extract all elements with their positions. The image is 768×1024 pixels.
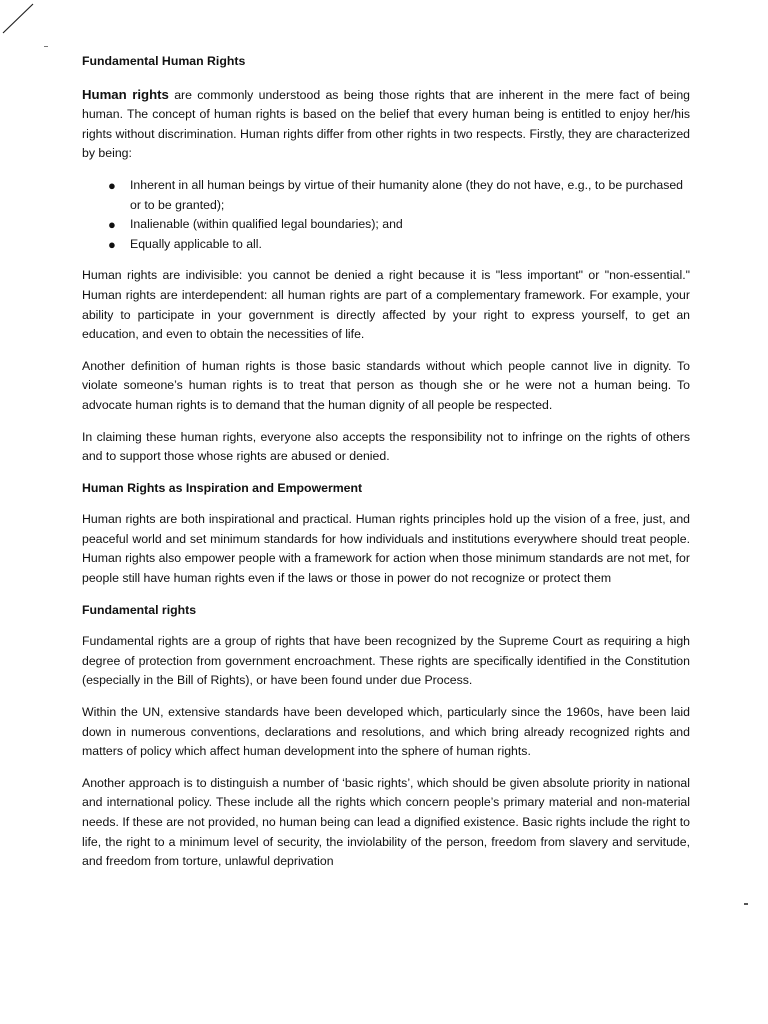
paragraph-responsibility: In claiming these human rights, everyone also accepts the responsibility not to infringe on the rights of others and to support those whose rights are abused or denied.	[82, 429, 690, 464]
list-item: ● Inalienable (within qualified legal boundaries); and	[108, 215, 690, 235]
characteristics-list	[82, 176, 690, 254]
list-item: ● Equally applicable to all.	[108, 235, 690, 255]
scan-speck	[44, 46, 48, 47]
paragraph-basic-rights: Another approach is to distinguish a number of ‘basic rights’, which should be given absolute priority in national and international policy. These include all the rights which concern people’s primary material and non-material needs. If these are not provided, no human being can lead a dignified existence. Basic rights include the right to life, the right to a minimum level of security, the inviolability of the person, freedom from slavery and servitude, and freedom from torture, unlawful deprivation	[82, 775, 690, 869]
intro-text: are commonly understood as being those rights that are inherent in the mere fact of being human. The concept of human rights is based on the belief that every human being is entitled to enjoy her/his rights without discrimination. Human rights differ from other rights in two respects. Firstly, they are characterized by being:	[82, 87, 690, 161]
paragraph-inspiration: Human rights are both inspirational and practical. Human rights principles hold up the vision of a free, just, and peaceful world and set minimum standards for how individuals and institutions everywhere should treat people. Human rights also empower people with a framework for action when those minimum standards are not met, for people still have human rights even if the laws or those in power do not recognize or protect them	[82, 512, 690, 586]
document-title: Fundamental Human Rights	[82, 54, 246, 68]
section-heading-inspiration: Human Rights as Inspiration and Empowerment	[82, 480, 363, 495]
bullet-icon: ●	[108, 236, 116, 252]
intro-paragraph	[82, 85, 690, 164]
paragraph-fundamental: Fundamental rights are a group of rights that have been recognized by the Supreme Court as requiring a high degree of protection from government encroachment. These rights are specifically identified in the Constitution (especially in the Bill of Rights), or have been found under due Process.	[82, 634, 690, 688]
paragraph-definition: Another definition of human rights is those basic standards without which people cannot live in dignity. To violate someone’s human rights is to treat that person as though she or he were not a human being. To advocate human rights is to demand that the human dignity of all people be respected.	[82, 358, 690, 412]
bullet-icon: ●	[108, 217, 116, 233]
list-item: ● Inherent in all human beings by virtue of their humanity alone (they do not have, e.g., to be purchased or to be granted);	[108, 177, 684, 212]
paragraph-indivisible: Human rights are indivisible: you cannot be denied a right because it is "less important" or "non-essential." Human rights are interdependent: all human rights are part of a complementary framework. For example, your ability to participate in your government is directly affected by your right to express yourself, to get an education, and even to obtain the necessities of life.	[82, 268, 690, 342]
intro-term: Human rights	[82, 86, 169, 102]
document-body	[82, 52, 690, 884]
paragraph-un-standards: Within the UN, extensive standards have been developed which, particularly since the 1960s, have been laid down in numerous conventions, declarations and resolutions, and which bring already recognized rights and matters of policy which affect human development into the sphere of human rights.	[82, 705, 690, 759]
bullet-icon: ●	[108, 177, 116, 193]
pen-stroke-mark	[0, 0, 40, 40]
section-heading-fundamental: Fundamental rights	[82, 602, 197, 617]
scan-speck	[744, 903, 748, 905]
